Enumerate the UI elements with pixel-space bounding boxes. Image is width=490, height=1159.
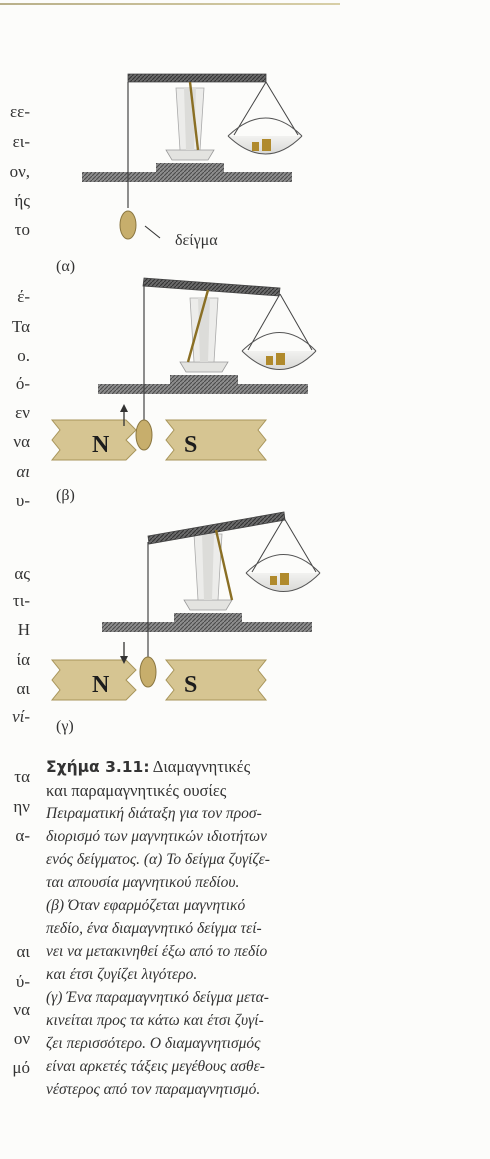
caption-line: Πειραματική διάταξη για τον προσ- <box>46 805 262 822</box>
magnet-south <box>166 420 266 460</box>
text-fragment: ής <box>14 191 30 210</box>
caption-line: και έτσι ζυγίζει λιγότερο. <box>46 966 198 983</box>
text-fragment: ας <box>14 564 30 583</box>
caption-line: διορισμό των μαγνητικών ιδιοτήτων <box>46 828 267 845</box>
weight <box>270 576 277 585</box>
caption-line: ται απουσία μαγνητικού πεδίου. <box>46 874 240 891</box>
caption-line: νει να μετακινηθεί έξω από το πεδίο <box>46 943 268 960</box>
figure-number: Σχήμα 3.11: <box>46 758 150 776</box>
balance-base <box>174 613 242 623</box>
caption-line: κινείται προς τα κάτω και έτσι ζυγί- <box>46 1012 264 1029</box>
text-fragment: Η <box>17 620 30 639</box>
text-fragment: αι <box>16 679 30 698</box>
sample <box>120 211 136 239</box>
text-fragment: ον <box>13 1029 30 1048</box>
sample <box>136 420 152 450</box>
caption-title <box>46 755 336 779</box>
text-fragment: τι- <box>12 591 30 610</box>
bench-shelf <box>102 622 312 632</box>
balance-diagram-b <box>40 270 330 490</box>
weight <box>252 142 259 151</box>
text-fragment: Τα <box>11 317 30 336</box>
sample-label: δείγμα <box>175 232 218 249</box>
caption-line: ζει περισσότερο. Ο διαμαγνητισμός <box>46 1035 261 1052</box>
text-fragment: αι <box>16 462 30 481</box>
caption-title-part2: και παραμαγνητικές ουσίες <box>46 781 227 800</box>
panel-label-c: (γ) <box>56 718 74 735</box>
balance-diagram-c <box>40 510 330 730</box>
magnet-south <box>166 660 266 700</box>
weight <box>262 139 271 151</box>
text-fragment: ύ- <box>15 972 30 991</box>
text-fragment: υ- <box>15 491 30 510</box>
panel-label-b: (β) <box>56 487 75 504</box>
magnet-north-label: N <box>92 672 110 698</box>
text-fragment: το <box>14 220 30 239</box>
text-fragment: αι <box>16 942 30 961</box>
text-fragment: ία <box>16 650 30 669</box>
bench-shelf <box>82 172 292 182</box>
caption-line: (γ) Ένα παραμαγνητικό δείγμα μετα- <box>46 989 269 1006</box>
weight <box>266 356 273 365</box>
caption-line: είναι αρκετές τάξεις μεγέθους ασθε- <box>46 1058 265 1075</box>
magnet-north-label: N <box>92 432 110 458</box>
text-fragment: ο. <box>17 346 30 365</box>
text-fragment: ει- <box>12 132 30 151</box>
caption-line: πεδίο, ένα διαμαγνητικό δείγμα τεί- <box>46 920 262 937</box>
text-fragment: εε- <box>10 102 30 121</box>
caption-line: ενός δείγματος. (α) Το δείγμα ζυγίζε- <box>46 851 270 868</box>
text-fragment: νί- <box>12 707 30 726</box>
bench-shelf <box>98 384 308 394</box>
balance-base <box>156 163 224 173</box>
text-fragment: ό- <box>15 374 30 393</box>
text-fragment: ην <box>13 797 30 816</box>
panel-label-a: (α) <box>56 258 76 275</box>
text-fragment: α- <box>15 826 30 845</box>
caption-line: (β) Όταν εφαρμόζεται μαγνητικό <box>46 897 246 914</box>
text-fragment: μό <box>12 1058 30 1077</box>
text-fragment: να <box>13 432 30 451</box>
balance-base <box>170 375 238 385</box>
weight <box>276 353 285 365</box>
balance-beam <box>128 74 266 82</box>
text-fragment: έ- <box>17 287 30 306</box>
text-fragment: τα <box>14 767 30 786</box>
weight <box>280 573 289 585</box>
sample <box>140 657 156 687</box>
text-fragment: ον, <box>9 162 30 181</box>
magnet-south-label: S <box>184 672 198 698</box>
caption-title-part1: Διαμαγνητικές <box>152 757 251 776</box>
text-fragment: εν <box>15 403 30 422</box>
caption-line: νέστερος από τον παραμαγνητισμό. <box>46 1081 261 1098</box>
balance-beam <box>143 278 280 296</box>
top-rule <box>0 3 340 5</box>
magnet-south-label: S <box>184 432 198 458</box>
figure-caption <box>46 755 336 1101</box>
text-fragment: να <box>13 1000 30 1019</box>
